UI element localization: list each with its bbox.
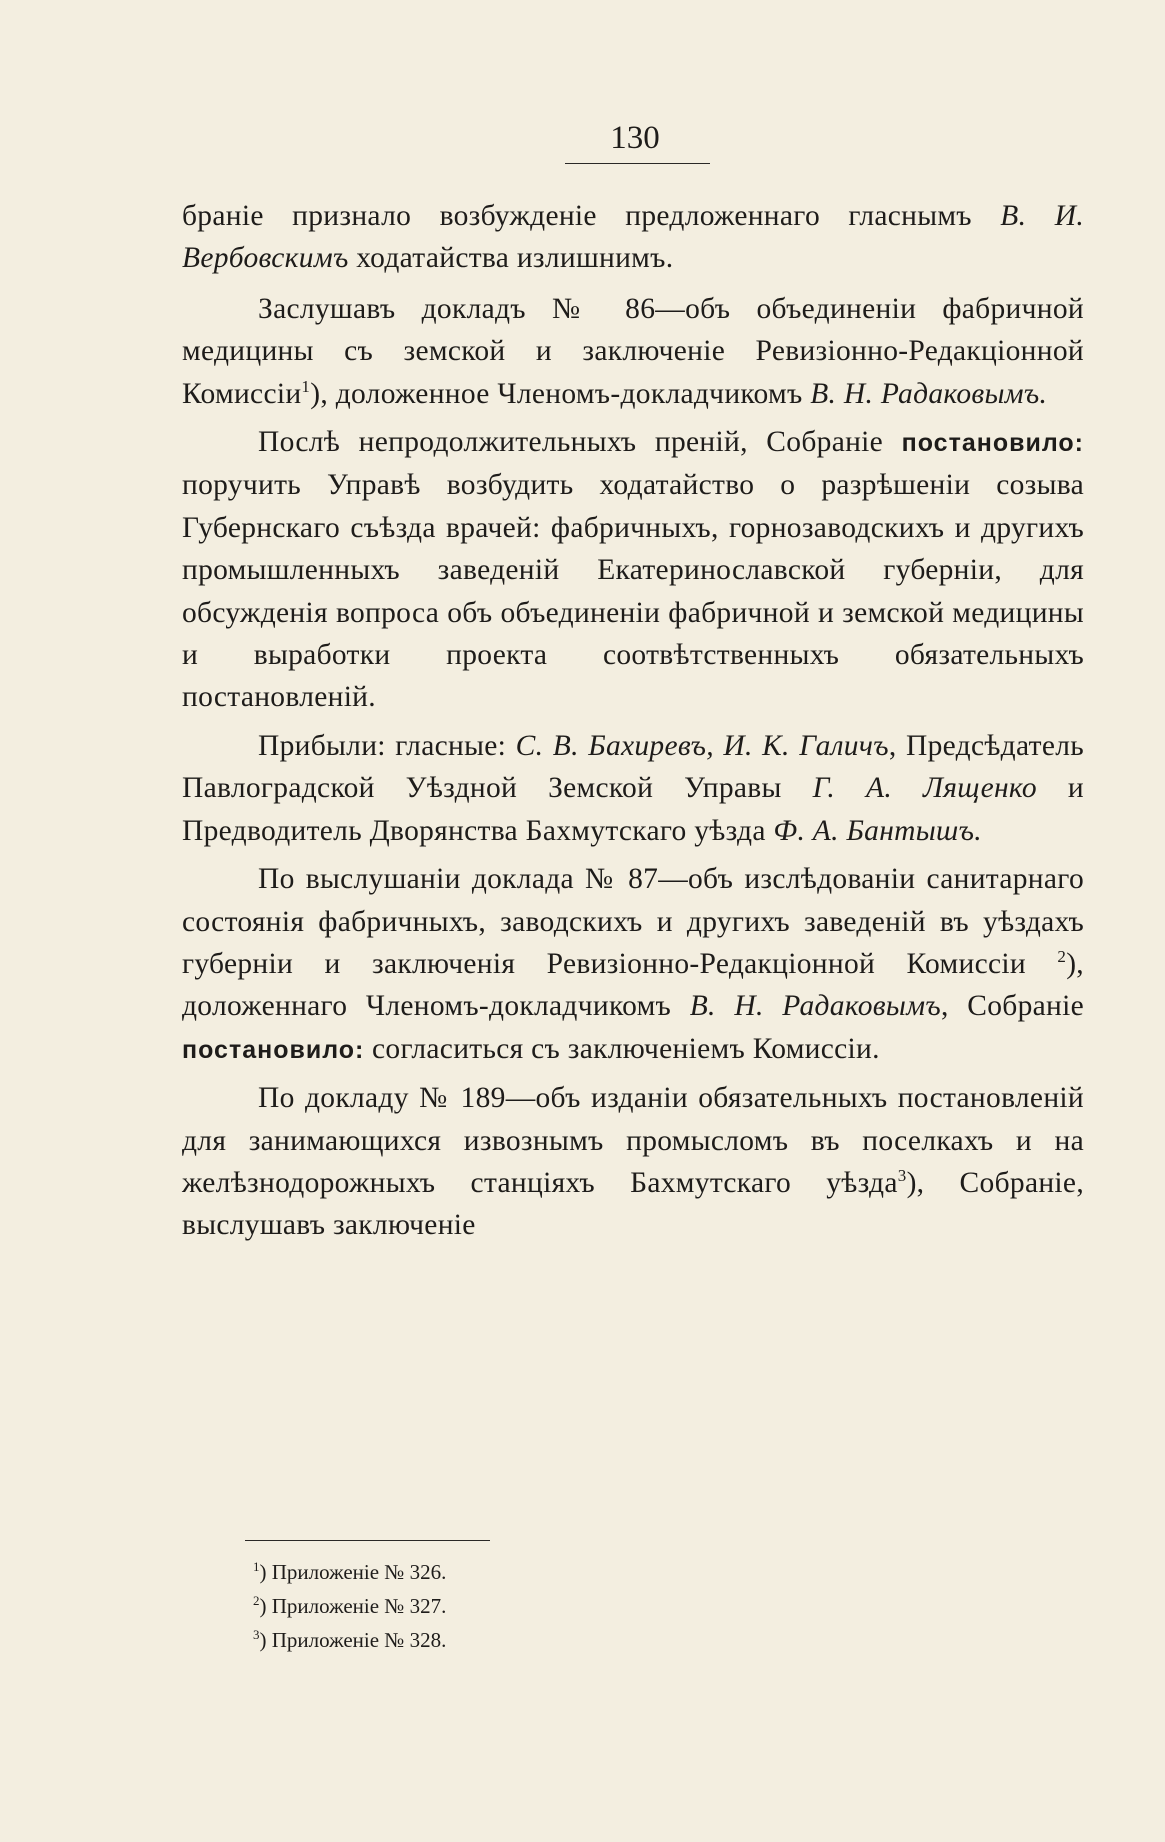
paragraph	[182, 421, 1084, 719]
paragraph	[182, 1077, 1084, 1247]
paragraph	[182, 858, 1084, 1071]
spaced-emphasis: постановило:	[182, 1035, 365, 1064]
text-run: ходатайства излишнимъ.	[348, 242, 674, 275]
footnote-rule	[245, 1540, 490, 1541]
footnote-mark: 2	[253, 1593, 260, 1608]
footnote	[253, 1555, 446, 1589]
text-run: ), Собраніе, выслушавъ заключеніе	[182, 1166, 1084, 1242]
footnote	[253, 1623, 446, 1657]
text-run: Послѣ непродолжительныхъ преній, Собраніе	[258, 426, 902, 459]
text-run: По докладу № 189—объ изданіи обязательныхъ постановленій для занимающихся извознымъ промысломъ въ поселкахъ и на желѣзнодорожныхъ станціяхъ Бахмутскаго уѣзда	[182, 1082, 1084, 1199]
page-number: 130	[610, 120, 660, 156]
text-run: По выслушаніи доклада № 87—объ изслѣдованіи санитарнаго состоянія фабричныхъ, заводскихъ и другихъ заведеній въ уѣздахъ губерніи и заключенія Ревизіонно-Редакціонной Комиссіи	[182, 863, 1084, 980]
text-run: Прибыли: гласные:	[258, 729, 516, 762]
paragraph	[182, 288, 1084, 415]
italic-name: Г. А. Лященко	[812, 772, 1037, 805]
text-run: ), доложенное Членомъ-докладчикомъ	[310, 377, 811, 410]
italic-name: В. Н. Радаковымъ	[689, 990, 941, 1023]
italic-name: В. И. Вербовскимъ	[182, 200, 1084, 275]
paragraph	[182, 195, 1084, 280]
text-run: и Предводитель Дворянства Бахмутскаго уѣзда	[182, 772, 1084, 847]
text-run: согласиться съ заключеніемъ Комиссіи.	[364, 1032, 880, 1065]
italic-name: В. Н. Радаковымъ.	[810, 377, 1048, 410]
text-run: , Предсѣдатель Павлоградской Уѣздной Земской Управы	[182, 729, 1084, 805]
body-text	[182, 195, 1084, 1253]
text-run: , Собраніе	[940, 990, 1084, 1023]
paragraph	[182, 725, 1084, 852]
text-run: браніе признало возбужденіе предложеннаго гласнымъ	[182, 200, 1001, 232]
footnote-mark: 1	[253, 1559, 260, 1574]
footnote-ref: 2	[1057, 946, 1067, 966]
footnote-text: ) Приложеніе № 327.	[259, 1594, 447, 1618]
footnote-text: ) Приложеніе № 328.	[259, 1628, 447, 1652]
footnote-text: ) Приложеніе № 326.	[259, 1560, 447, 1584]
text-run: поручить Управѣ возбудить ходатайство о разрѣшеніи созыва Губернскаго съѣзда врачей: фабричныхъ, горнозаводскихъ и другихъ промышленныхъ заведеній Екатеринославской губерніи, для обсужденія вопроса объ объединеніи фабричной и земской медицины и выработки проекта соотвѣтственныхъ обязательныхъ постановленій.	[182, 469, 1084, 714]
italic-name: С. В. Бахиревъ, И. К. Галичъ	[515, 729, 889, 762]
footnote-mark: 3	[253, 1627, 260, 1642]
spaced-emphasis: постановило:	[901, 429, 1084, 458]
text-run: ), доложеннаго Членомъ-докладчикомъ	[182, 947, 1084, 1023]
italic-name: Ф. А. Бантышъ.	[773, 814, 982, 847]
footnotes	[253, 1555, 446, 1657]
text-run: Заслушавъ докладъ № 86—объ объединеніи фабричной медицины съ земской и заключеніе Ревизіонно-Редакціонной Комиссіи	[182, 292, 1084, 410]
footnote-ref: 3	[897, 1165, 907, 1185]
footnote	[253, 1589, 446, 1623]
header-rule	[565, 163, 710, 164]
footnote-ref: 1	[301, 376, 311, 396]
